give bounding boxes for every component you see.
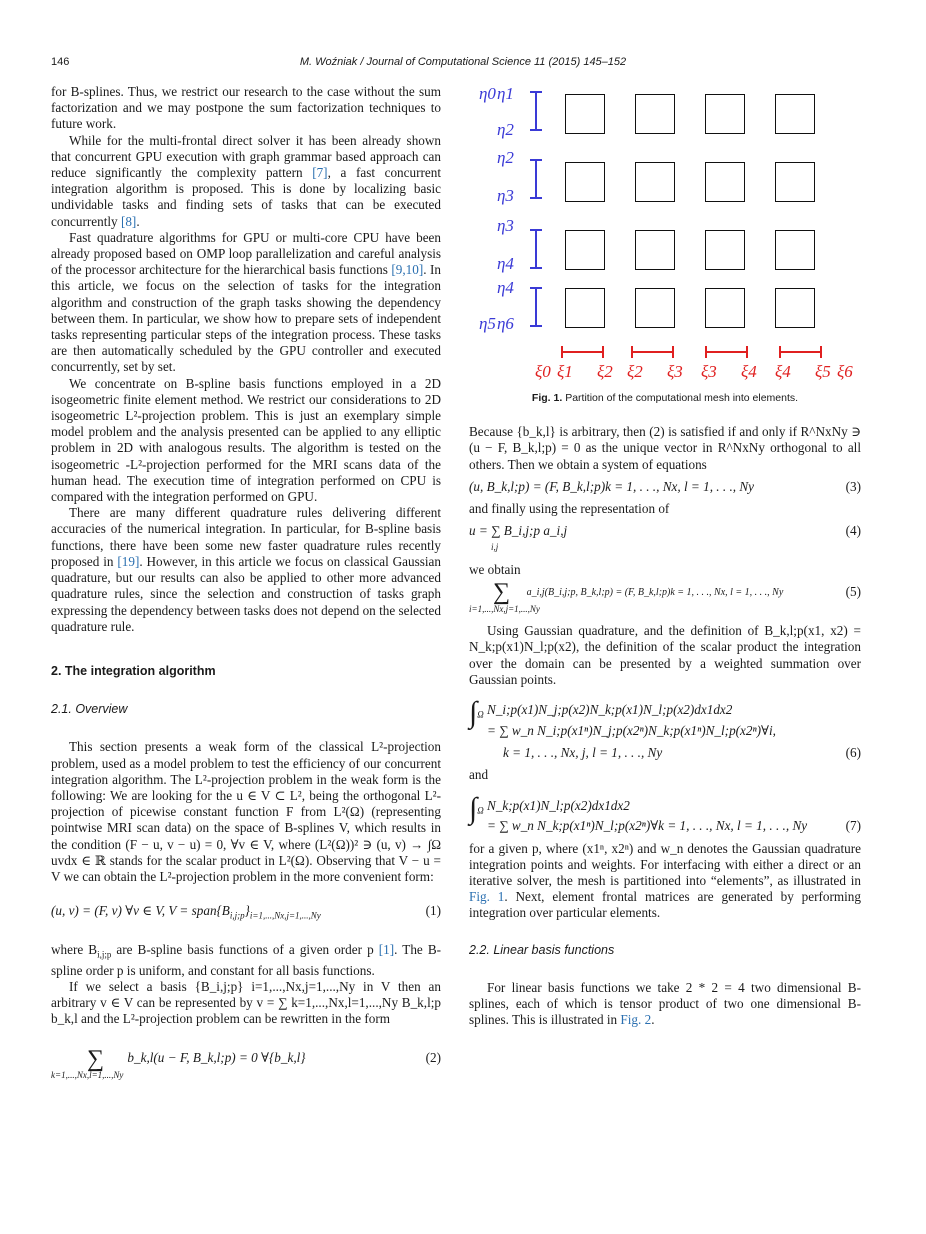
mesh-element — [635, 162, 675, 202]
paragraph: There are many different quadrature rules delivering different accuracies of the numerical integration. In particular, for B-spline basis functions, there have been some new faster quadrature rules recently proposed in [19]. However, in this article we focus on classical Gaussian quadrature, but our results can also be applied to other more advanced quadrature rules, since the selection and construction of tasks graph expressing the dependency between tasks does not depend on the selected quadrature rule. — [51, 505, 442, 634]
eta-label: η4 — [497, 278, 514, 297]
equation-7: $\int_\Omega$ N_k;p(x1)N_l;p(x2)dx1dx2 = ∑ w_n N_k;p(x1ⁿ)N_l;p(x2ⁿ)∀k = 1, . . ., Nx, l = 1, . . ., Ny (7) — [469, 791, 861, 834]
eta-label: η6 — [497, 314, 514, 333]
xi-interval-bar — [705, 351, 747, 353]
section-heading: 2. The integration algorithm — [51, 663, 216, 678]
eta-label: η0 — [479, 84, 496, 103]
xi-label: ξ4 — [741, 362, 757, 381]
figure-link[interactable]: Fig. 1 — [469, 889, 505, 905]
equation-number: (6) — [845, 745, 861, 761]
xi-label: ξ0 — [535, 362, 551, 381]
equation-2: ∑ b_k,l(u − F, B_k,l;p) = 0 ∀{b_k,l} (2) k=1,...,Nx,l=1,...,Ny — [51, 1045, 441, 1080]
xi-interval-bar — [561, 351, 603, 353]
citation-link[interactable]: [7] — [312, 165, 328, 181]
xi-label: ξ2 — [597, 362, 613, 381]
eta-label: η2 — [497, 148, 514, 167]
mesh-element — [705, 288, 745, 328]
subsection-heading: 2.1. Overview — [51, 702, 128, 717]
xi-interval-bar — [631, 351, 673, 353]
equation-number: (4) — [845, 523, 861, 539]
eta-label: η5 — [479, 314, 496, 333]
xi-label: ξ6 — [837, 362, 853, 381]
mesh-element — [635, 230, 675, 270]
equation-1: (u, v) = (F, v) ∀v ∈ V, $V = span\{B_{i,j;p}\}_{i=1,...,Nx,j=1,...,Ny}$ (1) — [51, 903, 441, 921]
citation-link[interactable]: [8] — [120, 213, 137, 229]
mesh-element — [565, 230, 605, 270]
eta-label: η3 — [497, 186, 514, 205]
xi-label: ξ3 — [701, 362, 717, 381]
paragraph: This section presents a weak form of the classical L²-projection problem, used as a model problem to test the efficiency of our concurrent integration algorithm. The L²-projection problem in the weak form is the following: We are looking for the u ∈ V ⊂ L², being the orthogonal L²-projection of picewise constant function F from L²(Ω) (representing pointwise MRI scan data) on the space of B-splines V, which results in the condition (F − u, v − u) = 0, ∀v ∈ V, where (L²(Ω))² ∋ (u, v) → ∫Ω uvdx ∈ ℝ stands for the scalar product in L²(Ω). Observing that V − u = V we can obtain the L²-projection problem in the more convenient form: — [51, 739, 441, 884]
equation-6: $\int_\Omega$ N_i;p(x1)N_j;p(x2)N_k;p(x1)N_l;p(x2)dx1dx2 = ∑ w_n N_i;p(x1ⁿ)N_j;p(x2ⁿ)N_k;p(x1ⁿ)N_l;p(x2ⁿ)∀i, k = 1, . . ., Nx, j, l = 1, . . ., Ny (6) — [469, 696, 861, 761]
page-number: 146 — [51, 56, 70, 68]
running-title: M. Woźniak / Journal of Computational Science 11 (2015) 145–152 — [299, 56, 627, 68]
right-column — [469, 84, 861, 1028]
mesh-element — [705, 94, 745, 134]
equation-4: u = ∑ B_i,j;p a_i,j (4) i,j — [469, 523, 861, 553]
mesh-element — [705, 162, 745, 202]
paragraph: we obtain — [469, 561, 521, 577]
citation-link[interactable]: [19] — [117, 553, 140, 569]
xi-label: ξ4 — [775, 362, 791, 381]
left-column — [51, 84, 441, 1089]
eta-label: η2 — [497, 120, 514, 139]
figure-caption: Fig. 1. Partition of the computational mesh into elements. — [531, 392, 799, 404]
paragraph: and finally using the representation of — [469, 501, 670, 517]
paragraph: Using Gaussian quadrature, and the definition of B_k,l;p(x1, x2) = N_k;p(x1)N_l;p(x2), the definition of the scalar product the integration over the domain can be presented by a weighted summation over Gaussian points. — [469, 623, 861, 687]
mesh-element — [775, 288, 815, 328]
mesh-element — [635, 288, 675, 328]
xi-label: ξ2 — [627, 362, 643, 381]
equation-number: (7) — [845, 818, 861, 834]
figure-mesh-partition — [469, 84, 861, 386]
paragraph: for B-splines. Thus, we restrict our research to the case without the sum factorization and we may postpone the sum factorization techniques to future work. — [51, 84, 441, 132]
equation-number: (2) — [425, 1049, 441, 1065]
xi-label: ξ3 — [667, 362, 683, 381]
figure-link[interactable]: Fig. 2 — [620, 1012, 652, 1028]
paragraph: For linear basis functions we take 2 * 2 = 4 two dimensional B-splines, each of which is tensor product of two one dimensional B-splines. This is illustrated in Fig. 2. — [469, 979, 861, 1028]
mesh-element — [565, 162, 605, 202]
xi-label: ξ1 — [557, 362, 573, 381]
eta-interval-bar — [535, 288, 537, 326]
mesh-element — [705, 230, 745, 270]
citation-link[interactable]: [9,10] — [391, 262, 424, 278]
mesh-element — [775, 230, 815, 270]
mesh-element — [775, 162, 815, 202]
mesh-element — [775, 94, 815, 134]
eta-interval-bar — [535, 230, 537, 268]
paragraph: We concentrate on B-spline basis functions employed in a 2D isogeometric finite element method. We restrict our considerations to 2D isogeometric L²-projection problem. This is just an exemplary simple model problem and the analysis presented can be applied to any elliptic problem in 2D with analogous results. The algorithm is tested on the isogeometric -L²-projection performed for the MRI scans data of the human head. The execution time of integration performed on CPU is compared with the integration performed on GPU. — [51, 375, 441, 505]
paragraph: Because {b_k,l} is arbitrary, then (2) is satisfied if and only if R^NxNy ∋ (u − F, B_k,l;p) = 0 as the unique vector in R^NxNy orthogonal to all others. Then we obtain a system of equations — [469, 424, 861, 472]
eta-interval-bar — [535, 160, 537, 198]
paragraph: for a given p, where (x1ⁿ, x2ⁿ) and w_n denotes the Gaussian quadrature integration points and weights. For interfacing with either a direct or an iterative solver, the mesh is partitioned into “elements”, as illustrated in Fig. 1. Next, element frontal matrices are generated by performing integration over particular elements. — [469, 840, 861, 921]
xi-interval-bar — [779, 351, 821, 353]
paragraph: While for the multi-frontal direct solver it has been already shown that concurrent GPU execution with graph grammar based approach can reduce significantly the complexity pattern [7], a fast concurrent integration algorithm is proposed. This is done by localizing basic undividable tasks and finding sets of tasks that can be executed concurrently [8]. — [51, 132, 441, 229]
xi-label: ξ5 — [815, 362, 831, 381]
eta-label: η1 — [497, 84, 514, 103]
equation-number: (5) — [845, 583, 861, 599]
paragraph: If we select a basis {B_i,j;p} i=1,...,Nx,j=1,...,Ny in V then an arbitrary v ∈ V can be represented by v = ∑ k=1,...,Nx,l=1,...,Ny B_k,l;p b_k,l and the L²-projection problem can be rewritten in the form — [51, 979, 441, 1027]
paragraph: where $B_{i,j;p}$ are B-spline basis functions of a given order p [1]. The B-spline order p is uniform, and constant for all basis functions. — [51, 941, 442, 978]
equation-number: (3) — [845, 478, 861, 494]
mesh-element — [565, 288, 605, 328]
citation-link[interactable]: [1] — [378, 941, 395, 957]
subsection-heading: 2.2. Linear basis functions — [469, 942, 615, 957]
mesh-element — [635, 94, 675, 134]
eta-label: η3 — [497, 216, 514, 235]
eta-interval-bar — [535, 92, 537, 130]
paragraph: and — [469, 767, 489, 783]
equation-number: (1) — [425, 903, 441, 919]
paragraph: Fast quadrature algorithms for GPU or multi-core CPU have been already proposed based on OMP loop parallelization and careful analysis of the processor architecture for the hierarchical basis functions [9,10]. In this article, we focus on the selection of tasks for the integration algorithm and construction of the graph tasks showing the dependency between them. In particular, we show how to prepare sets of independent tasks representing particular steps of the integration process. These tasks are then automatically scheduled by the GPU controller and executed concurrently, set by set. — [51, 229, 441, 375]
equation-3: (u, B_k,l;p) = (F, B_k,l;p)k = 1, . . ., Nx, l = 1, . . ., Ny (3) — [469, 478, 861, 494]
eta-label: η4 — [497, 254, 514, 273]
mesh-element — [565, 94, 605, 134]
equation-5: ∑ a_i,j(B_i,j;p, B_k,l;p) = (F, B_k,l;p)k = 1, . . ., Nx, l = 1, . . ., Ny (5) i=1,...,Nx,j=1,...,Ny — [469, 578, 861, 615]
